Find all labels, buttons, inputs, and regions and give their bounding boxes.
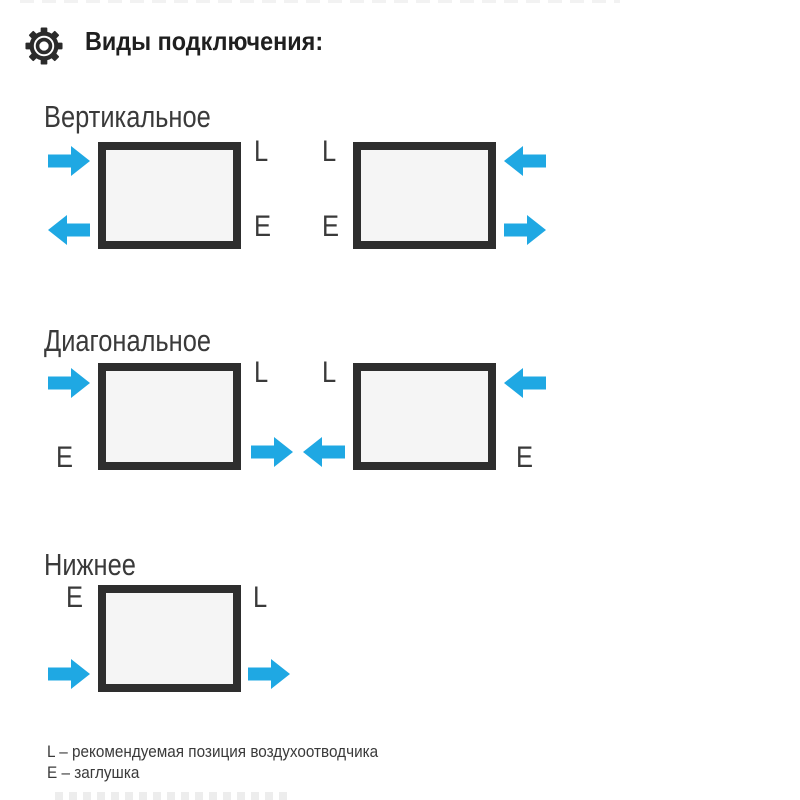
arrow-right-icon bbox=[504, 215, 546, 245]
arrow-right-icon bbox=[248, 659, 290, 689]
arrow-right-icon bbox=[48, 368, 90, 398]
radiator bbox=[353, 363, 496, 470]
arrow-right-icon bbox=[48, 146, 90, 176]
section-title-vertical: Вертикальное bbox=[44, 99, 211, 134]
arrow-left-icon bbox=[303, 437, 345, 467]
port-label: L bbox=[254, 356, 269, 389]
arrow-left-icon bbox=[48, 215, 90, 245]
arrow-left-icon bbox=[504, 368, 546, 398]
cropped-edge-bottom bbox=[55, 792, 293, 800]
port-label: L bbox=[253, 581, 268, 614]
radiator bbox=[98, 585, 241, 692]
radiator bbox=[353, 142, 496, 249]
port-label: L bbox=[322, 356, 337, 389]
port-label: E bbox=[56, 441, 74, 474]
legend-line-plug: E – заглушка bbox=[47, 763, 140, 782]
legend-line-air-vent: L – рекомендуемая позиция воздухоотводчика bbox=[47, 742, 379, 761]
port-label: E bbox=[322, 210, 340, 243]
legend bbox=[47, 741, 378, 783]
port-label: L bbox=[254, 135, 269, 168]
port-label: E bbox=[516, 441, 534, 474]
port-label: E bbox=[254, 210, 272, 243]
section-title-bottom: Нижнее bbox=[44, 547, 136, 582]
arrow-right-icon bbox=[251, 437, 293, 467]
cropped-edge-top bbox=[20, 0, 620, 3]
section-title-diagonal: Диагональное bbox=[44, 323, 211, 358]
radiator bbox=[98, 363, 241, 470]
gear-icon bbox=[25, 27, 63, 65]
arrow-left-icon bbox=[504, 146, 546, 176]
port-label: E bbox=[66, 581, 84, 614]
arrow-right-icon bbox=[48, 659, 90, 689]
page-title: Виды подключения: bbox=[85, 26, 324, 56]
port-label: L bbox=[322, 135, 337, 168]
radiator bbox=[98, 142, 241, 249]
